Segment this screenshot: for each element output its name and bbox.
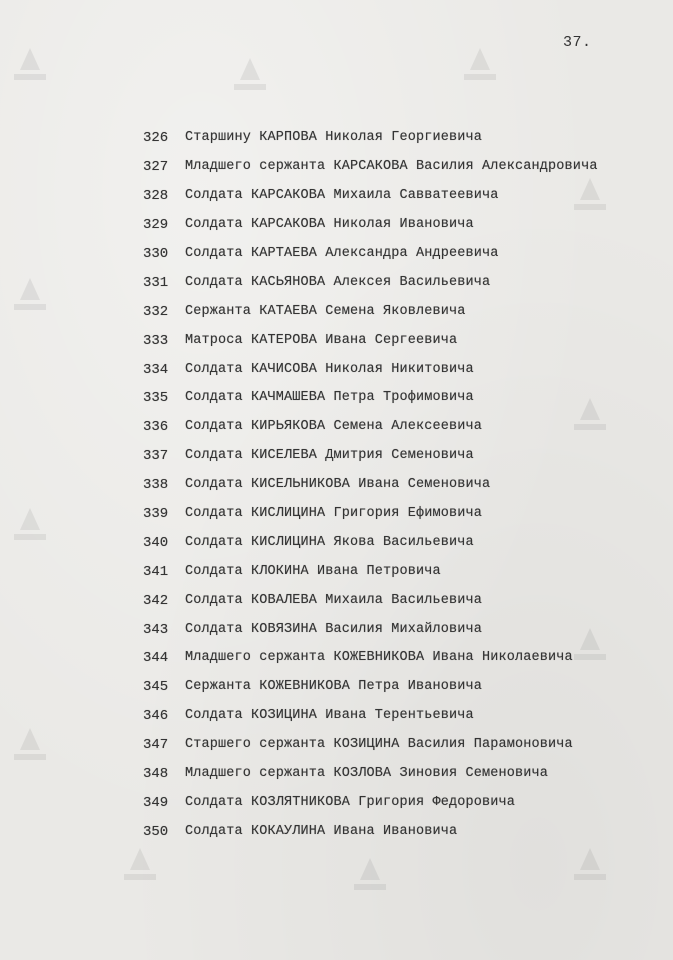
entry-number: 334 [143, 361, 169, 378]
entry-text: Солдата КЛОКИНА Ивана Петровича [185, 563, 441, 579]
entry-number: 332 [143, 303, 169, 320]
entry-text: Старшину КАРПОВА Николая Георгиевича [185, 130, 483, 146]
entry-text: Сержанта КОЖЕВНИКОВА Петра Ивановича [185, 679, 483, 695]
entry-number: 345 [143, 679, 169, 696]
entry-text: Солдата КОЗИЦИНА Ивана Терентьевича [185, 708, 474, 724]
entry-text: Солдата КАРСАКОВА Николая Ивановича [185, 217, 474, 233]
entry-number: 347 [143, 737, 169, 754]
entry-text: Солдата КАСЬЯНОВА Алексея Васильевича [185, 274, 491, 290]
entry-number: 339 [143, 506, 169, 523]
entry-text: Младшего сержанта КОЖЕВНИКОВА Ивана Николаевича [185, 650, 573, 666]
entry-number: 344 [143, 650, 169, 667]
list-item [143, 817, 598, 846]
entry-number: 330 [143, 246, 169, 262]
list-item [143, 211, 598, 240]
award-list [143, 124, 598, 846]
entry-number: 343 [143, 621, 169, 638]
entry-text: Солдата КАРТАЕВА Александра Андреевича [185, 246, 499, 261]
list-item [143, 153, 598, 182]
list-item [143, 760, 598, 789]
entry-number: 346 [143, 708, 169, 725]
list-item [143, 124, 598, 153]
list-item [143, 702, 598, 731]
entry-number: 326 [143, 130, 169, 147]
list-item [143, 442, 598, 471]
entry-number: 333 [143, 332, 169, 349]
entry-text: Сержанта КАТАЕВА Семена Яковлевича [185, 303, 466, 319]
page-number: 37. [563, 34, 592, 51]
entry-number: 350 [143, 823, 169, 840]
entry-text: Старшего сержанта КОЗИЦИНА Василия Парамоновича [185, 737, 573, 753]
entry-text: Солдата КИСЛИЦИНА Якова Васильевича [185, 534, 474, 550]
entry-text: Солдата КОЗЛЯТНИКОВА Григория Федоровича [185, 794, 516, 810]
entry-number: 336 [143, 419, 169, 436]
list-item [143, 268, 598, 297]
entry-number: 331 [143, 274, 169, 291]
list-item [143, 673, 598, 702]
entry-text: Солдата КАЧМАШЕВА Петра Трофимовича [185, 390, 474, 406]
entry-text: Солдата КИСЕЛЕВА Дмитрия Семеновича [185, 448, 474, 464]
list-item [143, 528, 598, 557]
list-item [143, 355, 598, 384]
entry-text: Солдата КАЧИСОВА Николая Никитовича [185, 361, 474, 377]
entry-text: Младшего сержанта КАРСАКОВА Василия Александровича [185, 159, 598, 175]
entry-number: 338 [143, 477, 169, 494]
list-item [143, 731, 598, 760]
list-item [143, 413, 598, 442]
entry-text: Матроса КАТЕРОВА Ивана Сергеевича [185, 332, 458, 348]
list-item [143, 326, 598, 355]
entry-text: Солдата КОВАЛЕВА Михаила Васильевича [185, 592, 483, 608]
entry-text: Солдата КОВЯЗИНА Василия Михайловича [185, 621, 483, 637]
entry-number: 348 [143, 766, 169, 783]
list-item [143, 586, 598, 615]
list-item [143, 384, 598, 413]
list-item [143, 615, 598, 644]
entry-text: Младшего сержанта КОЗЛОВА Зиновия Семеновича [185, 766, 549, 782]
entry-text: Солдата КАРСАКОВА Михаила Савватеевича [185, 188, 499, 204]
list-item [143, 644, 598, 673]
entry-number: 349 [143, 794, 169, 811]
list-item [143, 240, 598, 269]
entry-text: Солдата КИРЬЯКОВА Семена Алексеевича [185, 419, 483, 435]
entry-number: 327 [143, 159, 169, 176]
list-item [143, 557, 598, 586]
entry-number: 341 [143, 563, 169, 580]
list-item [143, 297, 598, 326]
entry-number: 335 [143, 390, 169, 407]
entry-number: 342 [143, 592, 169, 609]
list-item [143, 471, 598, 500]
list-item [143, 182, 598, 211]
entry-text: Солдата КИСЛИЦИНА Григория Ефимовича [185, 506, 483, 522]
list-item [143, 500, 598, 529]
entry-text: Солдата КИСЕЛЬНИКОВА Ивана Семеновича [185, 477, 491, 493]
list-item [143, 788, 598, 817]
entry-number: 329 [143, 217, 169, 234]
entry-number: 328 [143, 188, 169, 205]
entry-number: 337 [143, 448, 169, 465]
entry-number: 340 [143, 534, 169, 551]
entry-text: Солдата КОКАУЛИНА Ивана Ивановича [185, 823, 458, 839]
